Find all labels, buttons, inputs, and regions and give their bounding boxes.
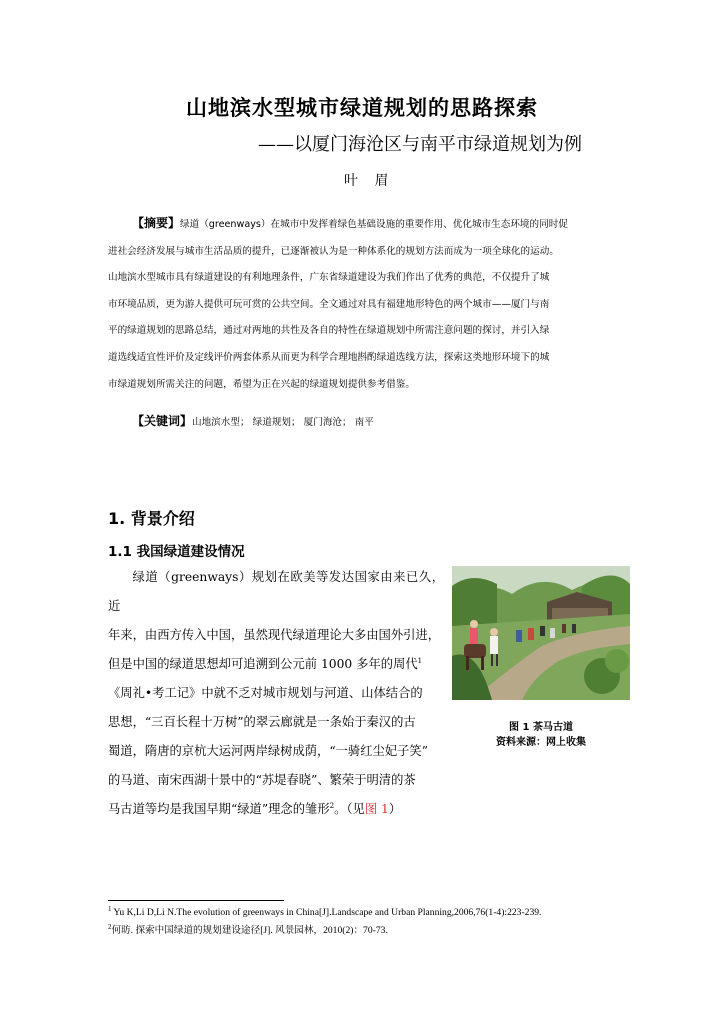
footnote-divider xyxy=(108,900,284,901)
abstract-line: 道选线适宜性评价及定线评价两套体系从而更为科学合理地斟酌绿道选线方法，探索这类地形环境下的城 xyxy=(108,351,550,363)
body-paragraph xyxy=(108,563,444,824)
footnote-mark: 1 xyxy=(108,904,112,913)
figure-ref-link[interactable]: 图 1 xyxy=(364,802,389,816)
keywords-text: 山地滨水型； 绿道规划； 厦门海沧； 南平 xyxy=(192,417,374,428)
body-line: 绿道（greenways）规划在欧美等发达国家由来已久，近 xyxy=(108,570,444,613)
abstract-line: 山地滨水型城市具有绿道建设的有利地理条件，广东省绿道建设为我们作出了优秀的典范，不仅提升了城 xyxy=(108,272,550,284)
figure-source: 资料来源：网上收集 xyxy=(496,737,586,748)
body-line: 思想，“三百长程十万树”的翠云廊就是一条始于秦汉的古 xyxy=(108,715,416,729)
body-line: 《周礼•考工记》中就不乏对城市规划与河道、山体结合的 xyxy=(108,686,423,700)
abstract-line: 市绿道规划所需关注的问题，希望为正在兴起的绿道规划提供参考借鉴。 xyxy=(108,378,415,390)
footnote-2: $^2$何昉. 探索中国绿道的规划建设途径[J]. 风景园林，2010(2)：70-73. xyxy=(108,922,388,936)
figure-photo-tea-horse-road xyxy=(452,566,630,700)
footnote-1: $^1$ Yu K,Li D,Li N.The evolution of greenways in China[J].Landscape and Urban Planning,2006,76(1-4):223-239. xyxy=(108,904,542,918)
abstract-block xyxy=(108,210,620,398)
paper-subtitle: ——以厦门海沧区与南平市绿道规划为例 xyxy=(258,134,582,155)
figure-caption: 图 1 茶马古道 xyxy=(509,722,573,733)
body-line: 但是中国的绿道思想却可追溯到公元前 1000 多年的周代$^1$ xyxy=(108,656,423,671)
abstract-line: 平的绿道规划的思路总结，通过对两地的共性及各自的特性在绿道规划中所需注意问题的探讨，并引入绿 xyxy=(108,325,550,337)
body-line: 年来，由西方传入中国，虽然现代绿道理论大多由国外引进， xyxy=(108,628,441,642)
section-heading: 1. 背景介绍 xyxy=(108,509,195,528)
footnote-ref[interactable]: 1 xyxy=(417,656,423,665)
abstract-line: 进社会经济发展与城市生活品质的提升，已逐渐被认为是一种体系化的规划方法而成为一项全球化的运动。 xyxy=(108,245,559,257)
body-line: 的马道、南宋西湖十景中的“苏堤春晓”、繁荣于明清的茶 xyxy=(108,773,416,787)
footnote-ref[interactable]: 2 xyxy=(329,801,335,810)
author-name: 叶 眉 xyxy=(344,173,395,189)
subsection-heading: 1.1 我国绿道建设情况 xyxy=(108,544,245,560)
keywords-label: 【关键词】 xyxy=(132,414,193,428)
abstract-line: 市环境品质，更为游人提供可玩可赏的公共空间。全文通过对具有福建地形特色的两个城市——厦门与南 xyxy=(108,298,550,310)
body-line: 蜀道，隋唐的京杭大运河两岸绿树成荫，“一骑红尘妃子笑” xyxy=(108,744,428,758)
abstract-label: 【摘要】 xyxy=(132,216,181,230)
paper-title: 山地滨水型城市绿道规划的思路探索 xyxy=(186,96,538,120)
abstract-line: 【摘要】绿道（greenways）在城市中发挥着绿色基础设施的重要作用、优化城市生态环境的同时促 xyxy=(132,216,568,230)
body-line: 马古道等均是我国早期“绿道”理念的雏形$^2$。（见图 1） xyxy=(108,801,402,816)
keywords-line xyxy=(132,412,374,429)
footnote-mark: 2 xyxy=(108,922,112,931)
